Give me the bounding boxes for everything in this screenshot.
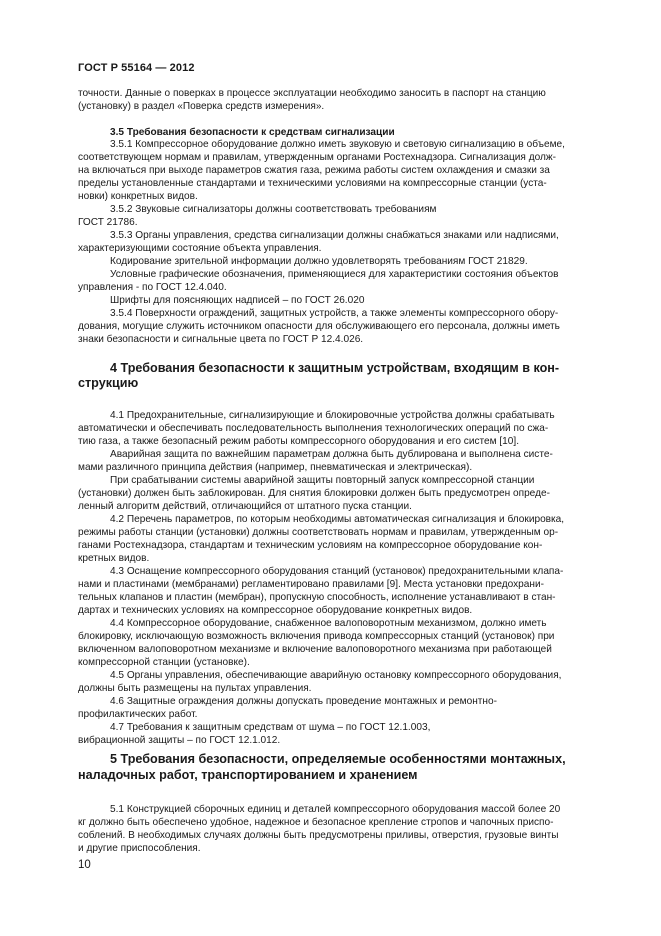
text-line: Кодирование зрительной информации должно удовлетворять требованиям ГОСТ 21829. [110,256,528,267]
text-line: режимы работы станции (установки) должны соответствовать нормам и правилам, утвержденным ор- [78,527,559,538]
text-line: нами и пластинами (мембранами) регламентировано правилами [9]. Места установки предохрани- [78,579,544,590]
text-line: должны быть размещены на пультах управления. [78,683,312,694]
text-line: новки) конкретных видов. [78,191,198,202]
text-line: Шрифты для поясняющих надписей – по ГОСТ 26.020 [110,295,365,306]
text-line: управления - по ГОСТ 12.4.040. [78,282,227,293]
section-heading: наладочных работ, транспортированием и хранением [78,768,418,782]
text-line: на включаться при выходе параметров сжатия газа, режима работы систем охлаждения и смазки за [78,165,550,176]
text-line: профилактических работ. [78,709,198,720]
text-line: 3.5.2 Звуковые сигнализаторы должны соответствовать требованиям [110,204,437,215]
text-line: автоматически и обеспечивать последовательность выполнения технологических операций по сжа- [78,423,549,434]
text-line: 3.5.4 Поверхности ограждений, защитных устройств, а также элементы компрессорного обору- [110,308,559,319]
text-line: компрессорной станции (установке). [78,657,250,668]
text-line: 5.1 Конструкцией сборочных единиц и деталей компрессорного оборудования массой более 20 [110,804,561,815]
text-line: 4.7 Требования к защитным средствам от шума – по ГОСТ 12.1.003, [110,722,431,733]
text-line: Условные графические обозначения, применяющиеся для характеристики состояния объектов [110,269,559,280]
text-line: характеризующими состояние объекта управления. [78,243,322,254]
document-header: ГОСТ Р 55164 — 2012 [78,62,195,74]
section-heading: 4 Требования безопасности к защитным устройствам, входящим в кон- [110,361,560,375]
text-line: ленный алгоритм действий, отличающийся от штатного пуска станции. [78,501,412,512]
text-line: дартах и технических условиях на компрессорное оборудование конкретных видов. [78,605,473,616]
text-line: тию газа, а также безопасный режим работы компрессорного оборудования и его систем [10]. [78,436,520,447]
text-line: включенном валоповоротном механизме и включение валоповоротного механизма при работающей [78,644,552,655]
text-line: точности. Данные о поверках в процессе эксплуатации необходимо заносить в паспорт на станцию [78,88,546,99]
text-line: 3.5.1 Компрессорное оборудование должно иметь звуковую и световую сигнализацию в объеме, [110,139,565,150]
text-line: 4.3 Оснащение компрессорного оборудования станций (установок) предохранительными клапа- [110,566,564,577]
text-line: 4.4 Компрессорное оборудование, снабженное валоповоротным механизмом, должно иметь [110,618,547,629]
text-line: кг должно быть обеспечено удобное, надежное и безопасное крепление стропов и чапочных приспо- [78,817,554,828]
text-line: блокировку, исключающую возможность включения привода компрессорных станций (установок) при [78,631,555,642]
page-number: 10 [78,859,91,871]
text-line: Аварийная защита по важнейшим параметрам должна быть дублирована и выполнена систе- [110,449,553,460]
text-line: кретных видов. [78,553,150,564]
text-line: тельных клапанов и пластин (мембран), пропускную способность, исполнение устанавливают в стан- [78,592,556,603]
text-line: соответствующем нормам и правилам, утвержденным органами Ростехнадзора. Сигнализация долж- [78,152,556,163]
text-line: мами различного принципа действия (например, пневматическая и электрическая). [78,462,473,473]
text-line: и другие приспособления. [78,843,201,854]
text-line: 4.1 Предохранительные, сигнализирующие и блокировочные устройства должны срабатывать [110,410,555,421]
text-line: 4.5 Органы управления, обеспечивающие аварийную остановку компрессорного оборудования, [110,670,562,681]
text-line: пределы установленные стандартами и техническими условиями на компрессорные станции (уста- [78,178,547,189]
text-line: 3.5.3 Органы управления, средства сигнализации должны снабжаться знаками или надписями, [110,230,559,241]
text-line: (установки) должен быть заблокирован. Для снятия блокировки должен быть предусмотрен опреде- [78,488,550,499]
text-line: ганами Ростехнадзора, стандартам и техническим условиям на компрессорное оборудование кон- [78,540,543,551]
text-line: 4.2 Перечень параметров, по которым необходимы автоматическая сигнализация и блокировка, [110,514,565,525]
text-line: дования, могущие служить источником опасности для обслуживающего его персонала, должны иметь [78,321,560,332]
section-heading: 5 Требования безопасности, определяемые особенностями монтажных, [110,752,566,766]
text-line: знаки безопасности и сигнальные цвета по ГОСТ Р 12.4.026. [78,334,364,345]
text-line: (установку) в раздел «Поверка средств измерения». [78,101,325,112]
text-line: ГОСТ 21786. [78,217,138,228]
text-line: 3.5 Требования безопасности к средствам сигнализации [110,127,395,138]
text-line: При срабатывании системы аварийной защиты повторный запуск компрессорной станции [110,475,535,486]
text-line: соблений. В необходимых случаях должны быть предусмотрены приливы, отверстия, грузовые винты [78,830,559,841]
section-heading: струкцию [78,376,139,390]
text-line: вибрационной защиты – по ГОСТ 12.1.012. [78,735,281,746]
text-line: 4.6 Защитные ограждения должны допускать проведение монтажных и ремонтно- [110,696,497,707]
